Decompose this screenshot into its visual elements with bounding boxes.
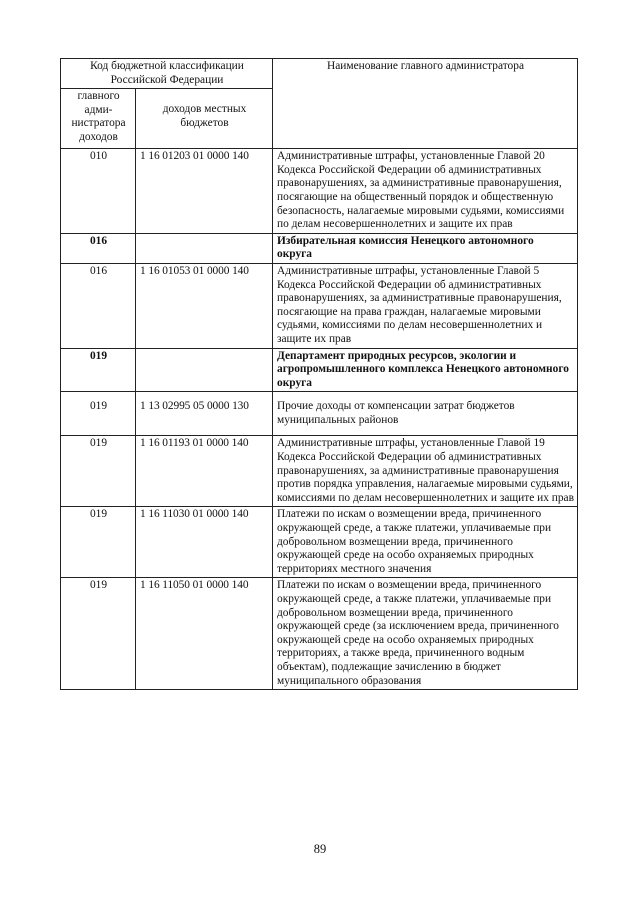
header-budget-classification-code: Код бюджетной классификации Российской Федерации	[61, 59, 273, 89]
header-chief-administrator: главного адми- нистратора доходов	[61, 89, 136, 149]
table-row-administrator	[61, 233, 578, 263]
table-row	[61, 263, 578, 348]
administrator-name-cell: Избирательная комиссия Ненецкого автономного округа	[273, 233, 578, 263]
table-row	[61, 436, 578, 507]
kbk-code-cell: 1 13 02995 05 0000 130	[136, 392, 273, 436]
table-row	[61, 578, 578, 690]
kbk-code-cell: 1 16 01053 01 0000 140	[136, 263, 273, 348]
kbk-code-cell: 1 16 11030 01 0000 140	[136, 507, 273, 578]
budget-classification-table	[60, 58, 578, 690]
admin-code-cell: 019	[61, 348, 136, 392]
description-cell: Прочие доходы от компенсации затрат бюджетов муниципальных районов	[273, 392, 578, 436]
admin-code-cell: 019	[61, 436, 136, 507]
table-row	[61, 149, 578, 234]
table-row	[61, 392, 578, 436]
header-administrator-name: Наименование главного администратора	[273, 59, 578, 149]
admin-code-cell: 019	[61, 578, 136, 690]
kbk-code-cell	[136, 348, 273, 392]
description-cell: Платежи по искам о возмещении вреда, причиненного окружающей среде, а также платежи, уплачиваемые при добровольном возмещении вреда, причиненного окружающей среде (за исключением вреда, причиненного окружающей среде на особо охраняемых природных территориях, а также вреда, причиненного водным объектам), подлежащие зачислению в бюджет муниципального образования	[273, 578, 578, 690]
kbk-code-cell: 1 16 11050 01 0000 140	[136, 578, 273, 690]
table-row-administrator	[61, 348, 578, 392]
kbk-code-cell	[136, 233, 273, 263]
table-header-row-group	[61, 59, 578, 89]
header-local-budget-income: доходов местных бюджетов	[136, 89, 273, 149]
page-number: 89	[313, 842, 327, 856]
description-cell: Административные штрафы, установленные Главой 20 Кодекса Российской Федерации об административных правонарушениях, за административные правонарушения, посягающие на общественный порядок и общественную безопасность, налагаемые мировыми судьями, комиссиями по делам несовершеннолетних и защите их прав	[273, 149, 578, 234]
admin-code-cell: 016	[61, 263, 136, 348]
description-cell: Платежи по искам о возмещении вреда, причиненного окружающей среде, а также платежи, уплачиваемые при добровольном возмещении вреда, причиненного окружающей среде на особо охраняемых природных территориях местного значения	[273, 507, 578, 578]
table-row	[61, 507, 578, 578]
admin-code-cell: 010	[61, 149, 136, 234]
admin-code-cell: 019	[61, 507, 136, 578]
description-cell: Административные штрафы, установленные Главой 5 Кодекса Российской Федерации об административных правонарушениях, за административные правонарушения, посягающие на права граждан, налагаемые мировыми судьями, комиссиями по делам несовершеннолетних и защите их прав	[273, 263, 578, 348]
administrator-name-cell: Департамент природных ресурсов, экологии и агропромышленного комплекса Ненецкого автономного округа	[273, 348, 578, 392]
kbk-code-cell: 1 16 01203 01 0000 140	[136, 149, 273, 234]
admin-code-cell: 016	[61, 233, 136, 263]
kbk-code-cell: 1 16 01193 01 0000 140	[136, 436, 273, 507]
admin-code-cell: 019	[61, 392, 136, 436]
description-cell: Административные штрафы, установленные Главой 19 Кодекса Российской Федерации об административных правонарушениях, за административные правонарушения против порядка управления, налагаемые мировыми судьями, комиссиями по делам несовершеннолетних и защите их прав	[273, 436, 578, 507]
